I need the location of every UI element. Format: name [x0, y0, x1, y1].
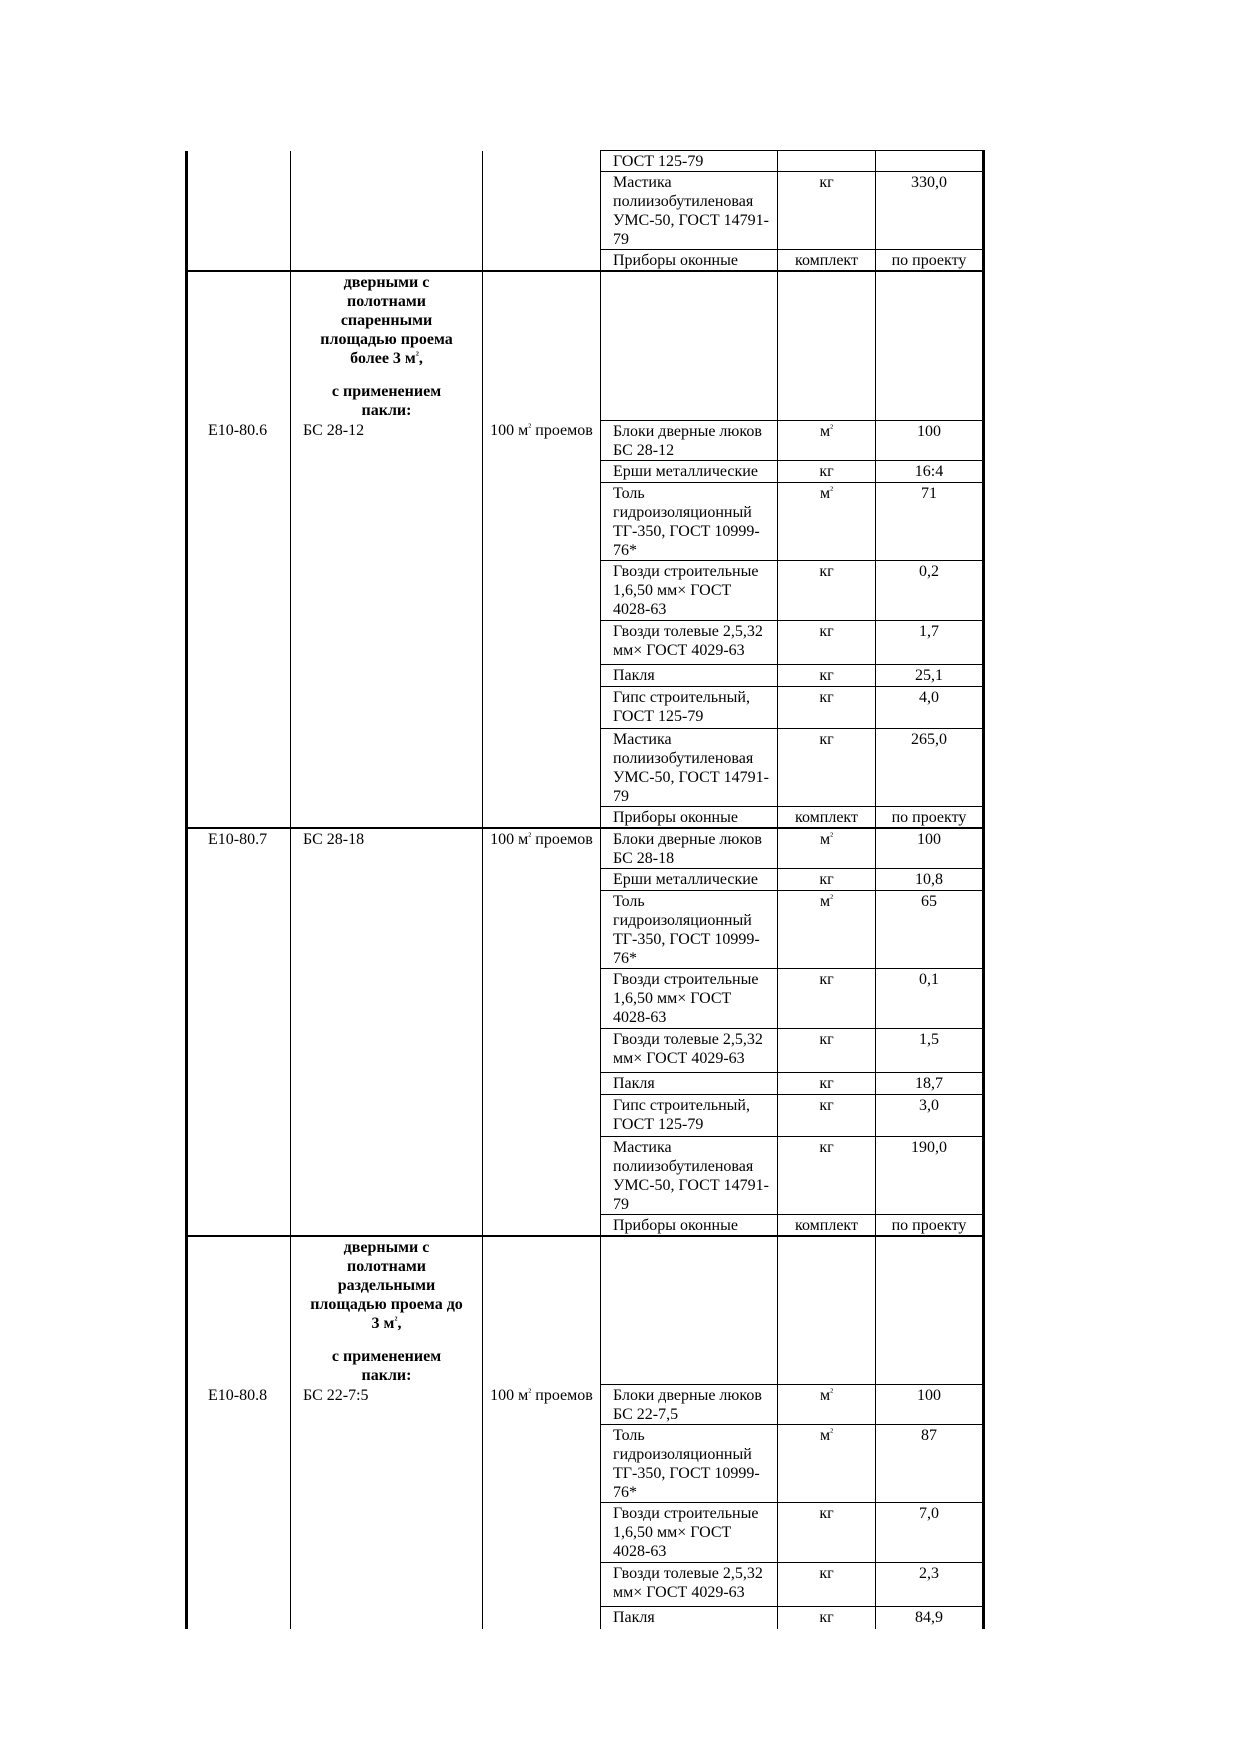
table-row — [187, 664, 984, 686]
norms-table-body — [187, 151, 984, 1629]
measure-cell: кг — [778, 1503, 876, 1563]
norm-code-cell — [187, 460, 291, 482]
quantity-cell: 3,0 — [876, 1094, 984, 1136]
resource-cell: Гипс строительный, ГОСТ 125-79 — [601, 1094, 778, 1136]
measure-cell: кг — [778, 620, 876, 664]
resource-cell: Гвозди толевые 2,5,32 мм× ГОСТ 4029-63 — [601, 620, 778, 664]
quantity-cell: по проекту — [876, 1214, 984, 1236]
quantity-cell: 87 — [876, 1425, 984, 1503]
quantity-cell: 100 — [876, 1385, 984, 1425]
norm-code-cell — [187, 172, 291, 250]
resource-cell: Мастика полиизобутиленовая УМС-50, ГОСТ 14791-79 — [601, 172, 778, 250]
unit-cell — [483, 1607, 601, 1629]
resource-cell: Гипс строительный, ГОСТ 125-79 — [601, 686, 778, 728]
quantity-cell — [876, 151, 984, 172]
item-name-cell — [291, 868, 483, 890]
table-row — [187, 1607, 984, 1629]
resource-cell: Блоки дверные люков БС 28-18 — [601, 828, 778, 869]
table-row — [187, 968, 984, 1028]
unit-cell — [483, 1072, 601, 1094]
item-name-cell — [291, 968, 483, 1028]
norm-code-cell — [187, 1607, 291, 1629]
unit-cell — [483, 172, 601, 250]
item-name-cell — [291, 890, 483, 968]
norms-table — [185, 150, 985, 1629]
resource-cell — [601, 271, 778, 420]
resource-cell: Толь гидроизоляционный ТГ-350, ГОСТ 10999-76* — [601, 890, 778, 968]
unit-cell — [483, 560, 601, 620]
unit-cell — [483, 460, 601, 482]
measure-cell: $м^{^2}$ — [778, 828, 876, 869]
quantity-cell: 71 — [876, 482, 984, 560]
norm-code-cell — [187, 968, 291, 1028]
resource-cell: Блоки дверные люков БС 28-12 — [601, 420, 778, 460]
resource-cell: Мастика полиизобутиленовая УМС-50, ГОСТ 14791-79 — [601, 728, 778, 806]
table-row — [187, 1563, 984, 1607]
unit-cell — [483, 1136, 601, 1214]
item-name-cell: БС 22-7:5 — [291, 1385, 483, 1425]
unit-cell — [483, 1425, 601, 1503]
table-row — [187, 1425, 984, 1503]
unit-cell — [483, 1214, 601, 1236]
item-name-cell — [291, 172, 483, 250]
norm-code-cell — [187, 1136, 291, 1214]
table-row — [187, 1094, 984, 1136]
resource-cell: Толь гидроизоляционный ТГ-350, ГОСТ 10999-76* — [601, 482, 778, 560]
measure-cell: кг — [778, 1072, 876, 1094]
unit-cell — [483, 1563, 601, 1607]
measure-cell: кг — [778, 560, 876, 620]
norm-code-cell — [187, 1028, 291, 1072]
table-row — [187, 1028, 984, 1072]
item-name-cell — [291, 482, 483, 560]
resource-cell: Ерши металлические — [601, 868, 778, 890]
unit-cell — [483, 482, 601, 560]
item-name-cell — [291, 1028, 483, 1072]
table-row — [187, 728, 984, 806]
unit-cell — [483, 968, 601, 1028]
table-row — [187, 1503, 984, 1563]
measure-cell: кг — [778, 1028, 876, 1072]
quantity-cell: 18,7 — [876, 1072, 984, 1094]
quantity-cell: 1,7 — [876, 620, 984, 664]
measure-cell: кг — [778, 1563, 876, 1607]
section-heading-row — [187, 1236, 984, 1385]
table-row — [187, 1136, 984, 1214]
table-row — [187, 250, 984, 272]
item-name-cell — [291, 1094, 483, 1136]
unit-cell: 100 $м^{^2}$ проемов — [483, 828, 601, 869]
unit-cell — [483, 868, 601, 890]
quantity-cell: 2,3 — [876, 1563, 984, 1607]
norm-code-cell — [187, 1563, 291, 1607]
quantity-cell: 7,0 — [876, 1503, 984, 1563]
norm-code-cell — [187, 806, 291, 828]
resource-cell: Приборы оконные — [601, 250, 778, 272]
unit-cell — [483, 250, 601, 272]
resource-cell: Гвозди строительные 1,6,50 мм× ГОСТ 4028-63 — [601, 560, 778, 620]
quantity-cell: 265,0 — [876, 728, 984, 806]
measure-cell — [778, 271, 876, 420]
table-row — [187, 151, 984, 172]
quantity-cell: 0,1 — [876, 968, 984, 1028]
unit-cell — [483, 890, 601, 968]
measure-cell: $м^{^2}$ — [778, 420, 876, 460]
item-name-cell — [291, 1072, 483, 1094]
unit-cell — [483, 1236, 601, 1385]
section-apply-note: с применением пакли: — [331, 1347, 442, 1384]
norm-code-cell — [187, 664, 291, 686]
measure-cell: кг — [778, 664, 876, 686]
resource-cell: Приборы оконные — [601, 806, 778, 828]
table-row — [187, 420, 984, 460]
quantity-cell: 84,9 — [876, 1607, 984, 1629]
quantity-cell: по проекту — [876, 806, 984, 828]
measure-cell — [778, 1236, 876, 1385]
norm-code-cell: Е10-80.6 — [187, 420, 291, 460]
norm-code-cell — [187, 1425, 291, 1503]
item-name-cell — [291, 686, 483, 728]
quantity-cell: 10,8 — [876, 868, 984, 890]
measure-cell — [778, 151, 876, 172]
measure-cell: кг — [778, 686, 876, 728]
unit-cell — [483, 271, 601, 420]
item-name-cell — [291, 806, 483, 828]
resource-cell: Гвозди строительные 1,6,50 мм× ГОСТ 4028-63 — [601, 1503, 778, 1563]
unit-cell — [483, 1028, 601, 1072]
unit-cell — [483, 1094, 601, 1136]
table-row — [187, 460, 984, 482]
table-row — [187, 890, 984, 968]
norm-code-cell — [187, 1072, 291, 1094]
measure-cell: кг — [778, 868, 876, 890]
norm-code-cell — [187, 868, 291, 890]
measure-cell: $м^{^2}$ — [778, 482, 876, 560]
measure-cell: кг — [778, 968, 876, 1028]
section-title: дверными с полотнами спаренными площадью проема более 3 $м^{^2}$, — [320, 274, 453, 367]
resource-cell: Блоки дверные люков БС 22-7,5 — [601, 1385, 778, 1425]
quantity-cell: 16:4 — [876, 460, 984, 482]
table-row — [187, 172, 984, 250]
norm-code-cell — [187, 890, 291, 968]
resource-cell: Мастика полиизобутиленовая УМС-50, ГОСТ 14791-79 — [601, 1136, 778, 1214]
measure-cell: комплект — [778, 1214, 876, 1236]
table-row — [187, 560, 984, 620]
unit-cell — [483, 664, 601, 686]
resource-cell: Пакля — [601, 1072, 778, 1094]
item-name-cell: БС 28-12 — [291, 420, 483, 460]
table-row — [187, 806, 984, 828]
quantity-cell: 190,0 — [876, 1136, 984, 1214]
measure-cell: $м^{^2}$ — [778, 1425, 876, 1503]
resource-cell: Гвозди толевые 2,5,32 мм× ГОСТ 4029-63 — [601, 1563, 778, 1607]
item-name-cell — [291, 620, 483, 664]
quantity-cell — [876, 1236, 984, 1385]
item-name-cell — [291, 1214, 483, 1236]
norm-code-cell — [187, 620, 291, 664]
quantity-cell: по проекту — [876, 250, 984, 272]
quantity-cell: 1,5 — [876, 1028, 984, 1072]
quantity-cell: 100 — [876, 828, 984, 869]
quantity-cell: 65 — [876, 890, 984, 968]
item-name-cell — [291, 1563, 483, 1607]
measure-cell: комплект — [778, 250, 876, 272]
item-name-cell — [291, 151, 483, 172]
item-name-cell — [291, 460, 483, 482]
norm-code-cell: Е10-80.8 — [187, 1385, 291, 1425]
section-title: дверными с полотнами раздельными площадью проема до 3 $м^{^2}$, — [310, 1238, 463, 1332]
measure-cell: кг — [778, 1094, 876, 1136]
quantity-cell: 330,0 — [876, 172, 984, 250]
measure-cell: кг — [778, 172, 876, 250]
resource-cell: Ерши металлические — [601, 460, 778, 482]
item-name-cell — [291, 1503, 483, 1563]
table-row — [187, 620, 984, 664]
unit-cell: 100 $м^{^2}$ проемов — [483, 1385, 601, 1425]
section-title-cell — [291, 271, 483, 420]
unit-cell — [483, 806, 601, 828]
resource-cell: Пакля — [601, 664, 778, 686]
resource-cell — [601, 1236, 778, 1385]
norm-code-cell — [187, 728, 291, 806]
resource-cell: Гвозди толевые 2,5,32 мм× ГОСТ 4029-63 — [601, 1028, 778, 1072]
norm-code-cell — [187, 1094, 291, 1136]
table-row — [187, 686, 984, 728]
table-row — [187, 1072, 984, 1094]
norm-code-cell — [187, 686, 291, 728]
unit-cell — [483, 686, 601, 728]
table-row — [187, 1385, 984, 1425]
measure-cell: кг — [778, 460, 876, 482]
measure-cell: $м^{^2}$ — [778, 890, 876, 968]
item-name-cell — [291, 250, 483, 272]
quantity-cell: 100 — [876, 420, 984, 460]
table-row — [187, 482, 984, 560]
norm-code-cell — [187, 151, 291, 172]
resource-cell: Пакля — [601, 1607, 778, 1629]
code-cell — [187, 271, 291, 420]
measure-cell: кг — [778, 1607, 876, 1629]
section-heading-row — [187, 271, 984, 420]
table-row — [187, 868, 984, 890]
measure-cell: $м^{^2}$ — [778, 1385, 876, 1425]
quantity-cell: 0,2 — [876, 560, 984, 620]
item-name-cell — [291, 728, 483, 806]
norm-code-cell — [187, 1503, 291, 1563]
quantity-cell — [876, 271, 984, 420]
section-apply-note: с применением пакли: — [331, 383, 442, 419]
resource-cell: Приборы оконные — [601, 1214, 778, 1236]
norm-code-cell: Е10-80.7 — [187, 828, 291, 869]
resource-cell: Гвозди строительные 1,6,50 мм× ГОСТ 4028-63 — [601, 968, 778, 1028]
item-name-cell — [291, 1425, 483, 1503]
table-row — [187, 828, 984, 869]
resource-cell: ГОСТ 125-79 — [601, 151, 778, 172]
norm-code-cell — [187, 482, 291, 560]
unit-cell — [483, 728, 601, 806]
norm-code-cell — [187, 250, 291, 272]
measure-cell: комплект — [778, 806, 876, 828]
item-name-cell — [291, 1607, 483, 1629]
measure-cell: кг — [778, 1136, 876, 1214]
quantity-cell: 25,1 — [876, 664, 984, 686]
item-name-cell — [291, 664, 483, 686]
measure-cell: кг — [778, 728, 876, 806]
norm-code-cell — [187, 560, 291, 620]
unit-cell — [483, 620, 601, 664]
item-name-cell: БС 28-18 — [291, 828, 483, 869]
section-title-cell — [291, 1236, 483, 1385]
unit-cell — [483, 151, 601, 172]
quantity-cell: 4,0 — [876, 686, 984, 728]
code-cell — [187, 1236, 291, 1385]
unit-cell — [483, 1503, 601, 1563]
item-name-cell — [291, 1136, 483, 1214]
table-row — [187, 1214, 984, 1236]
norm-code-cell — [187, 1214, 291, 1236]
item-name-cell — [291, 560, 483, 620]
resource-cell: Толь гидроизоляционный ТГ-350, ГОСТ 10999-76* — [601, 1425, 778, 1503]
unit-cell: 100 $м^{^2}$ проемов — [483, 420, 601, 460]
